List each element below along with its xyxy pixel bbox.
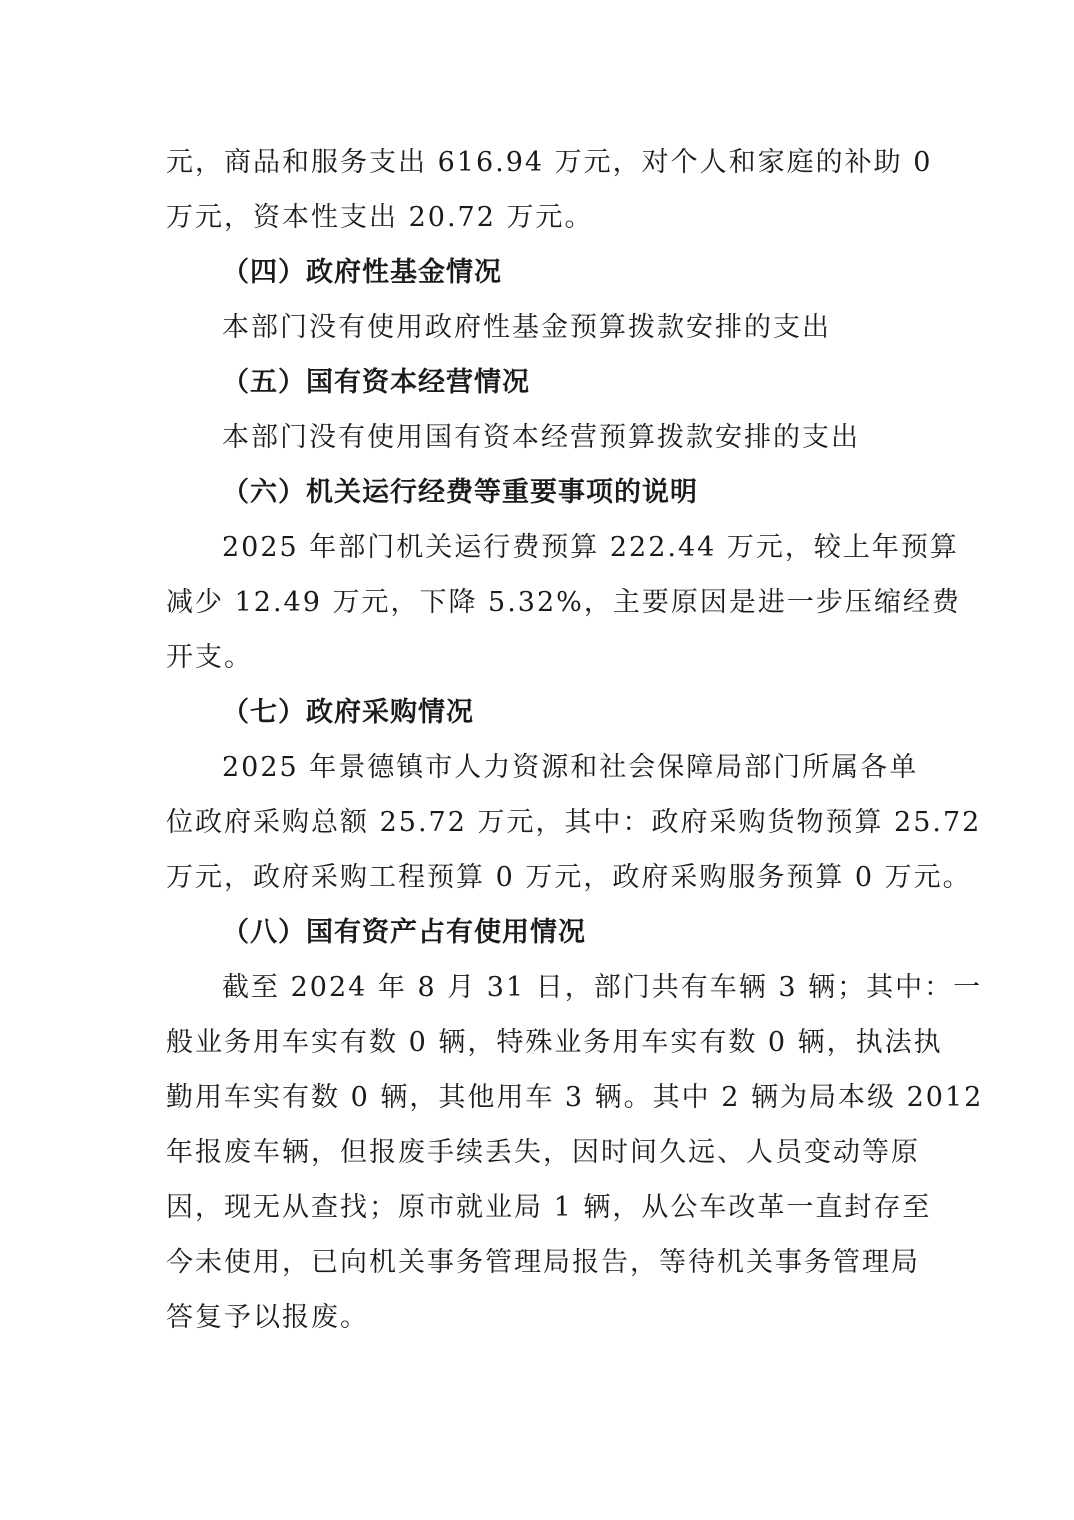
body-text-line: 开支。 [166, 642, 253, 673]
body-text-line: 截至 2024 年 8 月 31 日，部门共有车辆 3 辆；其中：一 [222, 972, 983, 1003]
body-text-line: 因，现无从查找；原市就业局 1 辆，从公车改革一直封存至 [166, 1192, 932, 1223]
section-heading: （八）国有资产占有使用情况 [222, 917, 586, 948]
body-text-line: 般业务用车实有数 0 辆，特殊业务用车实有数 0 辆，执法执 [166, 1027, 943, 1058]
body-text-line: 勤用车实有数 0 辆，其他用车 3 辆。其中 2 辆为局本级 2012 [166, 1082, 984, 1113]
section-heading: （七）政府采购情况 [222, 697, 474, 728]
body-text-line: 本部门没有使用政府性基金预算拨款安排的支出 [222, 312, 831, 343]
body-text-line: 万元，政府采购工程预算 0 万元，政府采购服务预算 0 万元。 [166, 862, 972, 893]
body-text-line: 2025 年景德镇市人力资源和社会保障局部门所属各单 [222, 752, 919, 783]
body-text-line: 2025 年部门机关运行费预算 222.44 万元，较上年预算 [222, 532, 959, 563]
body-text-line: 万元，资本性支出 20.72 万元。 [166, 202, 594, 233]
body-text-line: 位政府采购总额 25.72 万元，其中：政府采购货物预算 25.72 [166, 807, 982, 838]
body-text-line: 减少 12.49 万元，下降 5.32%，主要原因是进一步压缩经费 [166, 587, 961, 618]
body-text-line: 年报废车辆，但报废手续丢失，因时间久远、人员变动等原 [166, 1137, 920, 1168]
section-heading: （六）机关运行经费等重要事项的说明 [222, 477, 698, 508]
body-text-line: 今未使用，已向机关事务管理局报告，等待机关事务管理局 [166, 1247, 920, 1278]
body-text-line: 本部门没有使用国有资本经营预算拨款安排的支出 [222, 422, 860, 453]
body-text-line: 元，商品和服务支出 616.94 万元，对个人和家庭的补助 0 [166, 147, 933, 178]
body-text-line: 答复予以报废。 [166, 1302, 369, 1333]
section-heading: （五）国有资本经营情况 [222, 367, 530, 398]
section-heading: （四）政府性基金情况 [222, 257, 502, 288]
